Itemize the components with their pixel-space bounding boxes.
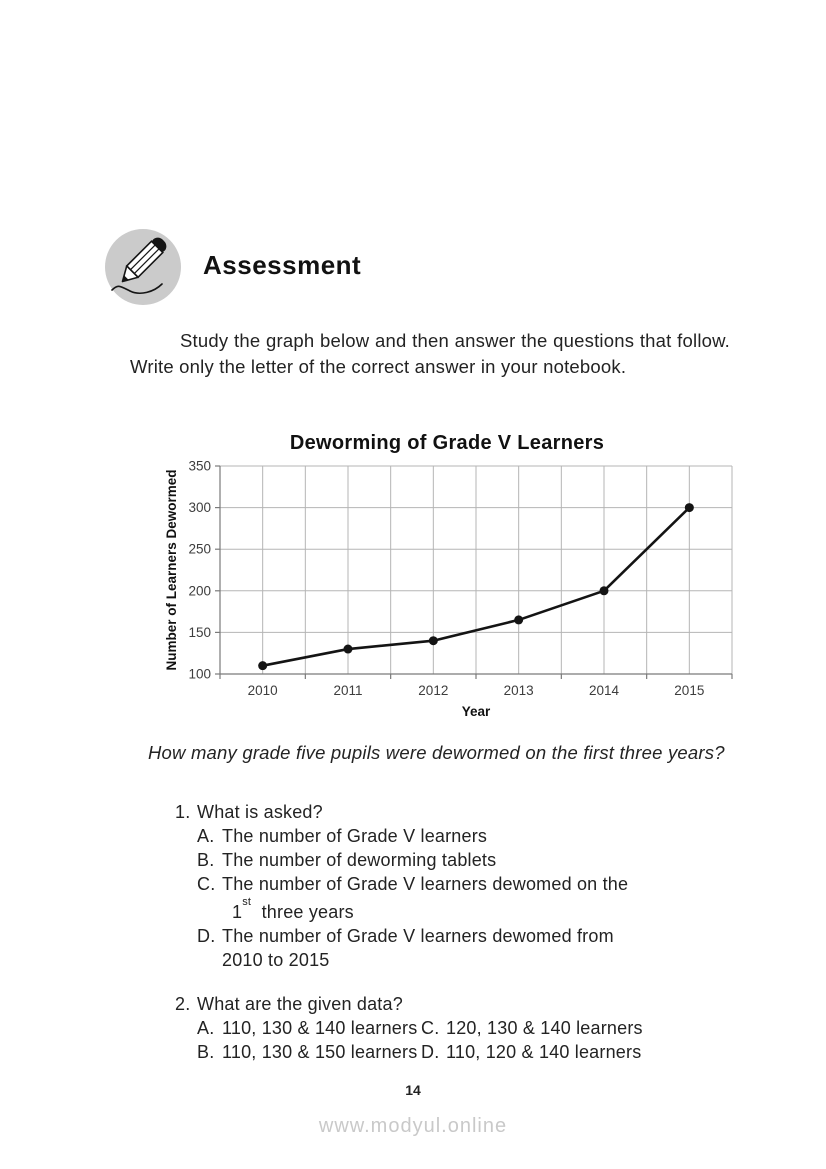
option-1d-line1: The number of Grade V learners dewomed from bbox=[222, 926, 614, 946]
option-2a-letter: A. bbox=[197, 1018, 215, 1038]
option-2d bbox=[421, 1040, 775, 1064]
question-2-options bbox=[197, 1016, 775, 1064]
option-2d-text: 110, 120 & 140 learners bbox=[446, 1042, 642, 1062]
option-2b-text: 110, 130 & 150 learners bbox=[222, 1042, 418, 1062]
option-1c-line1: The number of Grade V learners dewomed on the bbox=[222, 874, 629, 894]
svg-text:2014: 2014 bbox=[588, 683, 620, 698]
svg-text:Year: Year bbox=[461, 704, 491, 719]
svg-text:350: 350 bbox=[188, 458, 211, 474]
svg-text:300: 300 bbox=[188, 500, 211, 516]
svg-text:2011: 2011 bbox=[333, 683, 363, 698]
chart-container bbox=[160, 424, 750, 726]
question-2-head bbox=[175, 992, 775, 1016]
question-2-number: 2. bbox=[175, 994, 191, 1014]
ordinal-base: 1 bbox=[232, 902, 243, 922]
page-number: 14 bbox=[405, 1082, 421, 1098]
option-1c-text bbox=[222, 872, 628, 924]
svg-text:2013: 2013 bbox=[503, 683, 534, 698]
option-2c-letter: C. bbox=[421, 1018, 440, 1038]
intro-paragraph: Study the graph below and then answer the questions that follow. Write only the letter of the correct answer in your notebook. bbox=[130, 330, 730, 377]
question-1-text: What is asked? bbox=[197, 802, 323, 822]
question-1-options bbox=[197, 824, 735, 972]
question-2-text: What are the given data? bbox=[197, 994, 403, 1014]
svg-text:2015: 2015 bbox=[674, 683, 705, 698]
option-1d-text bbox=[222, 924, 614, 972]
question-2 bbox=[175, 992, 775, 1064]
option-2c bbox=[421, 1016, 775, 1040]
option-1a-letter: A. bbox=[197, 826, 215, 846]
question-1-head bbox=[175, 800, 735, 824]
svg-text:Number of Learners Dewormed: Number of Learners Dewormed bbox=[164, 469, 179, 671]
option-1b bbox=[197, 848, 735, 872]
option-1d-letter: D. bbox=[197, 926, 216, 946]
option-1b-text: The number of deworming tablets bbox=[222, 850, 497, 870]
option-2d-letter: D. bbox=[421, 1042, 440, 1062]
option-1a bbox=[197, 824, 735, 848]
pencil-icon bbox=[104, 228, 188, 316]
question-1 bbox=[175, 800, 735, 972]
option-1b-letter: B. bbox=[197, 850, 215, 870]
option-2b-letter: B. bbox=[197, 1042, 215, 1062]
ordinal-suffix: st bbox=[242, 896, 252, 908]
option-2c-text: 120, 130 & 140 learners bbox=[446, 1018, 643, 1038]
question-1-number: 1. bbox=[175, 802, 191, 822]
option-1a-text: The number of Grade V learners bbox=[222, 826, 488, 846]
svg-text:100: 100 bbox=[188, 666, 211, 682]
svg-text:250: 250 bbox=[188, 541, 211, 557]
option-2a bbox=[197, 1016, 421, 1040]
deworming-line-chart bbox=[160, 424, 750, 726]
option-1d bbox=[197, 924, 735, 972]
option-1c-line2 bbox=[232, 896, 628, 924]
watermark-text: www.modyul.online bbox=[318, 1115, 508, 1137]
option-1c-line2-rest: three years bbox=[251, 902, 354, 922]
svg-text:2012: 2012 bbox=[418, 683, 449, 698]
svg-text:150: 150 bbox=[188, 624, 211, 640]
page-title: Assessment bbox=[203, 250, 362, 280]
option-2b bbox=[197, 1040, 421, 1064]
svg-text:2010: 2010 bbox=[247, 683, 278, 698]
option-1c-letter: C. bbox=[197, 874, 216, 894]
assessment-icon-wrap bbox=[104, 228, 188, 321]
svg-text:Deworming of Grade V Learners: Deworming of Grade V Learners bbox=[289, 432, 605, 454]
option-1d-line2: 2010 to 2015 bbox=[222, 950, 330, 970]
option-1c bbox=[197, 872, 735, 924]
lead-question: How many grade five pupils were dewormed on the first three years? bbox=[148, 742, 725, 763]
option-2a-text: 110, 130 & 140 learners bbox=[222, 1018, 418, 1038]
svg-text:200: 200 bbox=[188, 583, 211, 599]
